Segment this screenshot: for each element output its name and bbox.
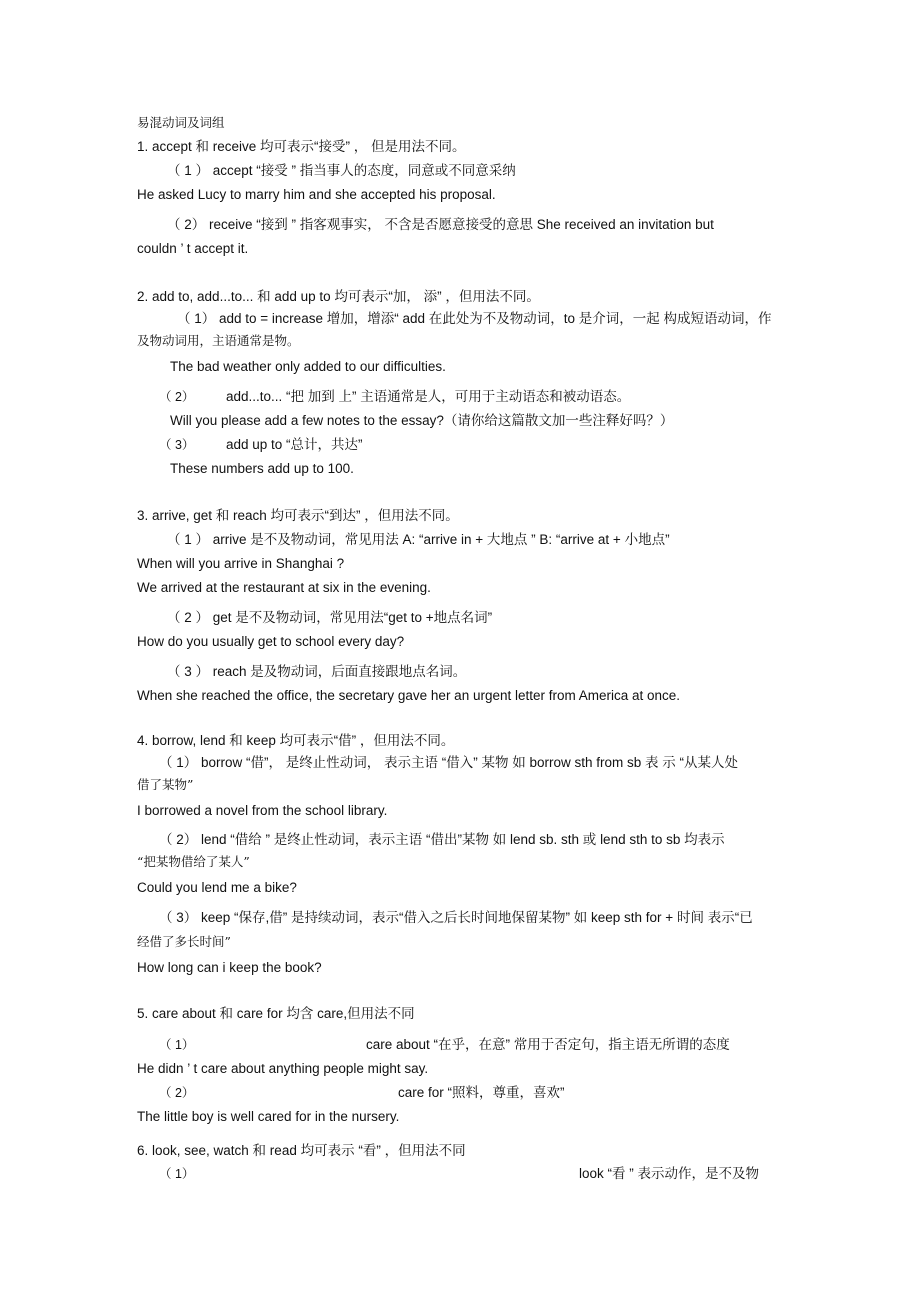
section-3-point-2: （ 2 ） get 是不及物动词，常见用法“get to +地点名词” <box>167 610 493 625</box>
section-1-point-2: （ 2） receive “接到 ” 指客观事实， 不含是否愿意接受的意思 She received an invitation but <box>167 217 714 232</box>
section-5-point-1: care about “在乎，在意” 常用于否定句，指主语无所谓的态度 <box>366 1037 730 1052</box>
section-3-example-3: How do you usually get to school every day? <box>137 634 405 649</box>
section-3-heading: 3. arrive, get 和 reach 均可表示“到达” ，但用法不同。 <box>137 508 459 523</box>
section-3-point-1: （ 1 ） arrive 是不及物动词，常见用法 A: “arrive in + 大地点 ” B: “arrive at + 小地点” <box>167 532 670 547</box>
section-2-example-3: These numbers add up to 100. <box>170 461 354 476</box>
section-3-example-4: When she reached the office, the secretary gave her an urgent letter from America at once. <box>137 688 681 703</box>
section-5-heading: 5. care about 和 care for 均含 care,但用法不同 <box>137 1006 415 1021</box>
section-2-example-1: The bad weather only added to our difficulties. <box>170 359 446 374</box>
section-5-point-1-number: （ 1） <box>159 1038 195 1052</box>
section-4-point-2-continued: “把某物借给了某人” <box>137 854 250 869</box>
section-1-example-1: He asked Lucy to marry him and she accepted his proposal. <box>137 187 496 202</box>
section-4-heading: 4. borrow, lend 和 keep 均可表示“借” ，但用法不同。 <box>137 733 455 748</box>
section-2-point-2-number: （ 2） <box>159 390 195 404</box>
doc-title: 易混动词及词组 <box>137 115 225 130</box>
section-4-point-2: （ 2） lend “借给 ” 是终止性动词，表示主语 “借出”某物 如 lend sb. sth 或 lend sth to sb 均表示 <box>159 832 725 847</box>
section-4-point-1-continued: 借了某物” <box>137 777 194 792</box>
section-6-point-1: look “看 ” 表示动作，是不及物 <box>579 1166 760 1181</box>
section-4-example-1: I borrowed a novel from the school library. <box>137 803 388 818</box>
section-2-point-1-continued: 及物动词用，主语通常是物。 <box>137 333 300 348</box>
section-2-example-2: Will you please add a few notes to the essay?（请你给这篇散文加一些注释好吗？） <box>170 413 674 428</box>
section-3-example-1: When will you arrive in Shanghai ? <box>137 556 345 571</box>
section-1-point-1: （ 1 ） accept “接受 ” 指当事人的态度，同意或不同意采纳 <box>167 163 516 178</box>
section-4-example-3: How long can i keep the book? <box>137 960 322 975</box>
section-4-point-1: （ 1） borrow “借”， 是终止性动词， 表示主语 “借入” 某物 如 borrow sth from sb 表 示 “从某人处 <box>159 755 739 770</box>
section-2-point-1: （ 1） add to = increase 增加，增添“ add 在此处为不及物动词，to 是介词，一起 构成短语动词，作 <box>177 311 772 326</box>
section-6-point-1-number: （ 1） <box>159 1167 195 1181</box>
section-4-point-3: （ 3） keep “保存,借” 是持续动词，表示“借入之后长时间地保留某物” 如 keep sth for + 时间 表示“已 <box>159 910 753 925</box>
section-6-heading: 6. look, see, watch 和 read 均可表示 “看” ，但用法不同 <box>137 1143 466 1158</box>
section-2-point-2: add...to... “把 加到 上” 主语通常是人，可用于主动语态和被动语态。 <box>226 389 631 404</box>
section-2-point-3-number: （ 3） <box>159 438 195 452</box>
section-1-point-2-continued: couldn ’ t accept it. <box>137 241 249 256</box>
section-5-point-2: care for “照料，尊重，喜欢” <box>398 1085 565 1100</box>
section-5-example-2: The little boy is well cared for in the nursery. <box>137 1109 400 1124</box>
section-1-heading: 1. accept 和 receive 均可表示“接受” ， 但是用法不同。 <box>137 139 466 154</box>
section-3-point-3: （ 3 ） reach 是及物动词，后面直接跟地点名词。 <box>167 664 467 679</box>
section-4-example-2: Could you lend me a bike? <box>137 880 297 895</box>
section-3-example-2: We arrived at the restaurant at six in the evening. <box>137 580 431 595</box>
section-2-point-3: add up to “总计，共达” <box>226 437 363 452</box>
section-5-example-1: He didn ’ t care about anything people might say. <box>137 1061 429 1076</box>
section-5-point-2-number: （ 2） <box>159 1086 195 1100</box>
section-2-heading: 2. add to, add...to... 和 add up to 均可表示“加， 添” ，但用法不同。 <box>137 289 540 304</box>
section-4-point-3-continued: 经借了多长时间” <box>137 934 231 949</box>
